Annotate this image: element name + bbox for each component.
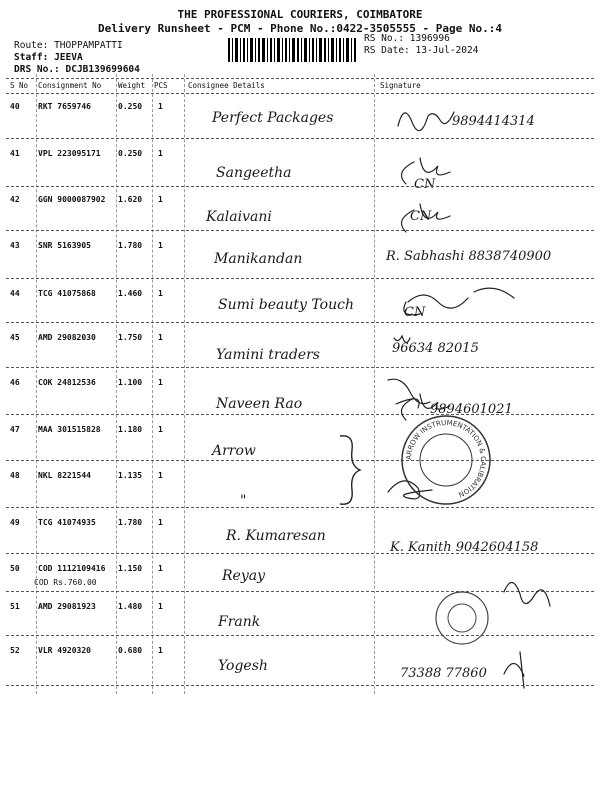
row-signature-text: CN [404, 305, 426, 320]
col-signature: Signature [380, 81, 421, 90]
row-pcs: 1 [158, 241, 163, 250]
row-pcs: 1 [158, 102, 163, 111]
row-weight: 1.100 [118, 378, 143, 387]
row-weight: 0.250 [118, 102, 143, 111]
row-consignment: VPL 223095171 [38, 149, 101, 158]
row-sno: 49 [10, 518, 20, 527]
row-signature-text: 73388 77860 [400, 666, 487, 681]
row-pcs: 1 [158, 195, 163, 204]
col-pcs: PCS [154, 81, 168, 90]
row-consignment: AMD 29082030 [38, 333, 96, 342]
row-consignee-handwritten: R. Kumaresan [226, 528, 326, 544]
row-consignee-handwritten: Frank [218, 614, 261, 630]
row-consignee-handwritten: Manikandan [214, 251, 303, 267]
row-sno: 40 [10, 102, 20, 111]
row-weight: 0.250 [118, 149, 143, 158]
row-consignee-handwritten: Naveen Rao [216, 396, 303, 412]
row-consignment: MAA 301515828 [38, 425, 101, 434]
row-weight: 1.780 [118, 241, 143, 250]
stamp-text: ARROW INSTRUMENTATION & CALIBRATION [404, 418, 488, 499]
svg-text:ARROW INSTRUMENTATION & CALIBR [405, 419, 487, 499]
barcode [228, 38, 358, 62]
row-pcs: 1 [158, 149, 163, 158]
row-signature-text: R. Sabhashi 8838740900 [386, 249, 552, 264]
rs-date-label: RS Date: [364, 45, 410, 56]
row-sno: 42 [10, 195, 20, 204]
row-pcs: 1 [158, 471, 163, 480]
row-signature-text: K. Kanith 9042604158 [390, 540, 539, 555]
row-consignment: TCG 41075868 [38, 289, 96, 298]
col-consignee: Consignee Details [188, 81, 265, 90]
row-pcs: 1 [158, 425, 163, 434]
row-sno: 43 [10, 241, 20, 250]
route-label: Route: [14, 40, 49, 51]
row-consignment: COD 1112109416 [38, 564, 106, 573]
row-consignee-handwritten: Sumi beauty Touch [218, 297, 354, 313]
row-consignment: COK 24812536 [38, 378, 96, 387]
rs-no-label: RS No.: [364, 33, 405, 44]
row-consignee-handwritten: Perfect Packages [212, 110, 334, 126]
row-sno: 44 [10, 289, 20, 298]
row-sno: 46 [10, 378, 20, 387]
row-consignment: GGN 9000087902 [38, 195, 106, 204]
col-weight: Weight [118, 81, 146, 90]
rs-no-line [364, 33, 450, 44]
rs-date-line [364, 45, 478, 56]
row-consignment: TCG 41074935 [38, 518, 96, 527]
row-weight: 1.150 [118, 564, 143, 573]
route-value: THOPPAMPATTI [54, 40, 123, 51]
col-sno: S No [10, 81, 29, 90]
rs-no-value: 1396996 [409, 33, 450, 44]
rs-date-value: 13-Jul-2024 [415, 45, 479, 56]
row-sno: 45 [10, 333, 20, 342]
row-sno: 52 [10, 646, 20, 655]
row-weight: 1.460 [118, 289, 143, 298]
row-consignee-handwritten: Kalaivani [206, 209, 272, 225]
row-weight: 0.680 [118, 646, 143, 655]
row-sno: 41 [10, 149, 20, 158]
brace-mark [330, 430, 370, 510]
staff-label: Staff: [14, 52, 49, 63]
row-pcs: 1 [158, 333, 163, 342]
row-weight: 1.135 [118, 471, 143, 480]
company-stamp [398, 412, 494, 508]
company-stamp-small [432, 588, 492, 648]
row-sno: 51 [10, 602, 20, 611]
row-consignee-handwritten: Reyay [222, 568, 265, 584]
row-consignment: RKT 7659746 [38, 102, 91, 111]
row-consignee-handwritten: Yamini traders [216, 347, 320, 363]
company-title: THE PROFESSIONAL COURIERS, COIMBATORE [177, 8, 423, 21]
row-consignment: SNR 5163905 [38, 241, 91, 250]
row-signature-text: CN [414, 177, 436, 192]
row-signature-text: 96634 82015 [392, 341, 479, 356]
row-sno: 48 [10, 471, 20, 480]
row-weight: 1.180 [118, 425, 143, 434]
drs-value: DCJB139699604 [65, 64, 140, 75]
row-cod-amount: COD Rs.760.00 [34, 578, 97, 587]
route-line [14, 40, 123, 51]
row-sno: 50 [10, 564, 20, 573]
row-weight: 1.750 [118, 333, 143, 342]
row-pcs: 1 [158, 602, 163, 611]
row-sno: 47 [10, 425, 20, 434]
row-pcs: 1 [158, 564, 163, 573]
col-consignment: Consignment No [38, 81, 102, 90]
row-consignment: AMD 29081923 [38, 602, 96, 611]
row-pcs: 1 [158, 646, 163, 655]
row-weight: 1.480 [118, 602, 143, 611]
row-consignee-handwritten: Arrow [212, 443, 256, 459]
row-signature-text: CN [410, 209, 432, 224]
row-signature-text: 9894414314 [452, 114, 535, 129]
row-consignee-handwritten: " [240, 493, 247, 509]
drs-label: DRS No.: [14, 64, 60, 75]
runsheet-subtitle: Delivery Runsheet - PCM - Phone No.:0422-3505555 - Page No.:4 [98, 22, 502, 35]
row-consignee-handwritten: Sangeetha [216, 165, 292, 181]
staff-line [14, 52, 83, 63]
drs-line [14, 64, 140, 75]
row-pcs: 1 [158, 378, 163, 387]
row-consignee-handwritten: Yogesh [218, 658, 268, 674]
row-signature-text: 9894601021 [430, 402, 513, 417]
staff-value: JEEVA [54, 52, 83, 63]
row-weight: 1.620 [118, 195, 143, 204]
row-consignment: NKL 8221544 [38, 471, 91, 480]
row-pcs: 1 [158, 518, 163, 527]
row-pcs: 1 [158, 289, 163, 298]
row-weight: 1.780 [118, 518, 143, 527]
row-consignment: VLR 4920320 [38, 646, 91, 655]
